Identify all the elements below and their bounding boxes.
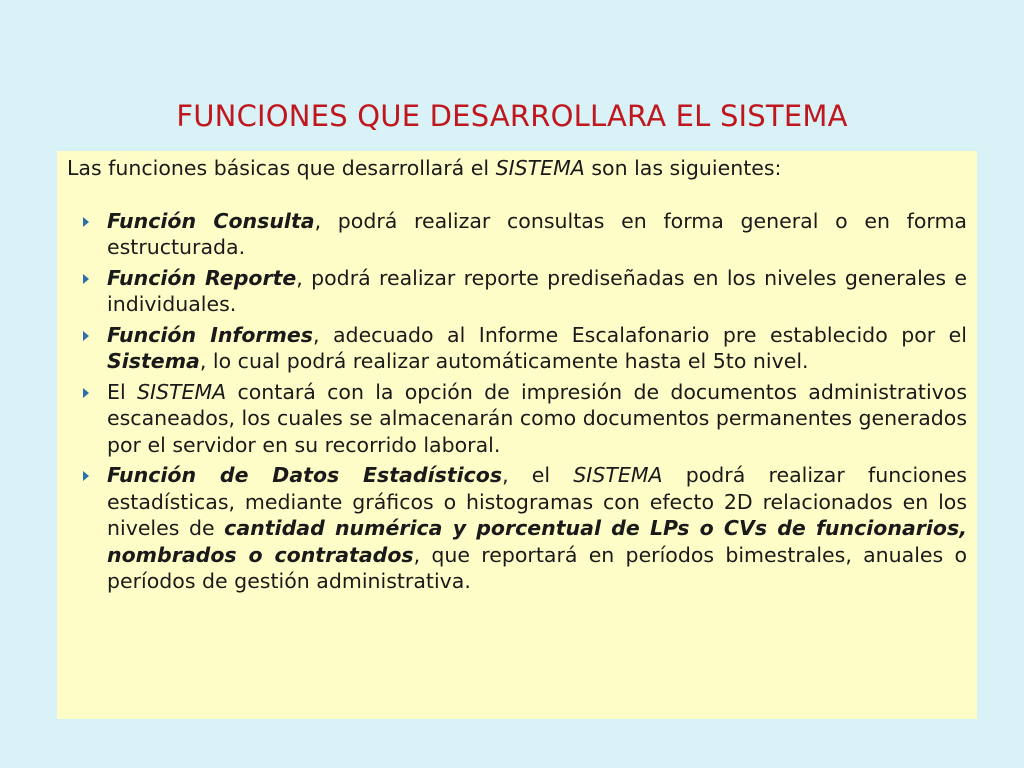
bullet-text: podrá realizar funciones estadísticas, mediante gráficos o histogramas con efecto 2D relacionados en los niveles de xyxy=(107,463,967,540)
bullet-lead: Función de Datos Estadísticos xyxy=(107,463,503,487)
bullet-arrow-icon xyxy=(83,217,89,227)
bullet-text: , podrá realizar reporte prediseñadas en los niveles generales e individuales. xyxy=(107,265,967,316)
bullet-sistema-term: SISTEMA xyxy=(136,379,227,404)
bullet-emphasis: cantidad numérica y porcentual de LPs o CVs de funcionarios, nombrados o contratados xyxy=(107,516,967,567)
intro-text-2: son las siguientes: xyxy=(584,156,782,180)
bullet-lead: Función Informes xyxy=(107,322,313,347)
bullet-arrow-icon xyxy=(83,388,89,398)
slide-title: FUNCIONES QUE DESARROLLARA EL SISTEMA xyxy=(176,99,848,133)
bullet-item-informes xyxy=(67,322,967,375)
bullet-sistema-term: SISTEMA xyxy=(573,463,663,487)
bullet-arrow-icon xyxy=(83,274,89,284)
bullet-text: , adecuado al Informe Escalafonario pre establecido por el xyxy=(313,322,967,347)
bullet-sistema-term: Sistema xyxy=(107,349,200,373)
bullet-lead: Función Consulta xyxy=(107,208,315,233)
bullet-arrow-icon xyxy=(83,331,89,341)
bullet-text: El xyxy=(107,379,137,404)
bullet-arrow-icon xyxy=(83,471,89,481)
bullet-item-consulta xyxy=(67,208,967,261)
bullet-list xyxy=(67,208,967,595)
bullet-text: contará con la opción de impresión de documentos administrativos escaneados, los cuales se almacenarán como documentos permanentes generados por el servidor en su recorrido laboral. xyxy=(107,379,967,457)
bullet-text: , el xyxy=(502,463,574,487)
bullet-item-impresion xyxy=(67,379,967,459)
bullet-text: , podrá realizar consultas en forma general o en forma estructurada. xyxy=(107,208,967,259)
bullet-item-estadisticos xyxy=(67,462,967,595)
intro-paragraph xyxy=(67,155,967,182)
bullet-item-reporte xyxy=(67,265,967,318)
bullet-lead: Función Reporte xyxy=(107,265,297,290)
bullet-text: , lo cual podrá realizar automáticamente hasta el 5to nivel. xyxy=(199,349,809,373)
intro-sistema-term: SISTEMA xyxy=(495,156,585,180)
content-box xyxy=(57,151,977,719)
bullet-text: , que reportará en períodos bimestrales, anuales o períodos de gestión administrativa. xyxy=(107,542,968,593)
intro-text-1: Las funciones básicas que desarrollará el xyxy=(67,156,496,180)
